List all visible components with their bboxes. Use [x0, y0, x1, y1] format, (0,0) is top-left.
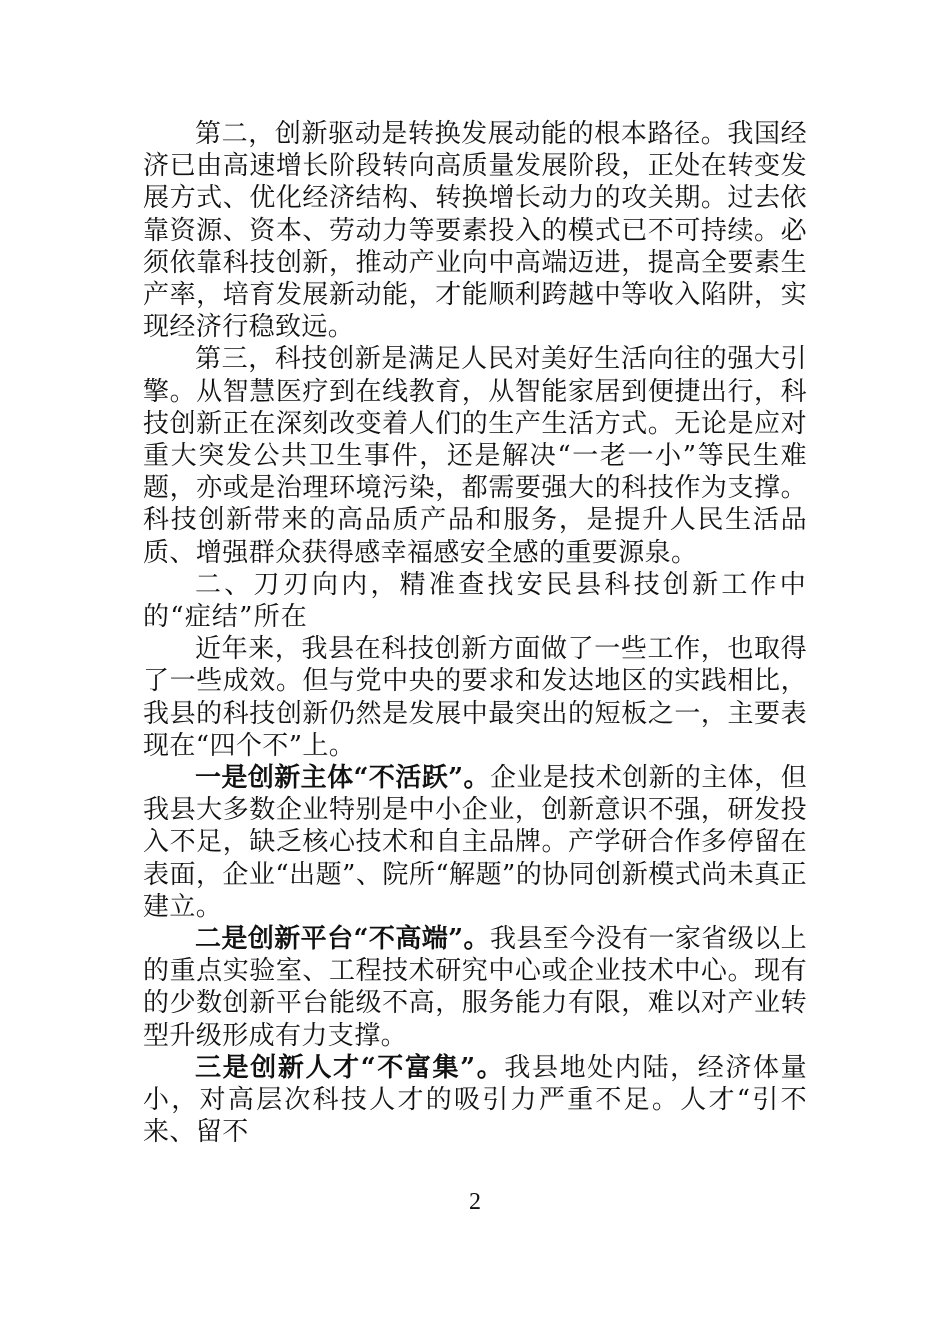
paragraph-innovation-subject — [143, 762, 807, 923]
paragraph-text: 第三，科技创新是满足人民对美好生活向往的强大引擎。从智慧医疗到在线教育，从智能家居到便捷出行，科技创新正在深刻改变着人们的生产生活方式。无论是应对重大突发公共卫生事件，还是解决“一老一小”等民生难题，亦或是治理环境污染，都需要强大的科技作为支撑。科技创新带来的高品质产品和服务，是提升人民生活品质、增强群众获得感幸福感安全感的重要源泉。 — [143, 344, 807, 568]
paragraph-innovation-driven — [143, 118, 807, 343]
document-body — [143, 118, 807, 1149]
paragraph-text: 第二，创新驱动是转换发展动能的根本路径。我国经济已由高速增长阶段转向高质量发展阶段，正处在转变发展方式、优化经济结构、转换增长动力的攻关期。过去依靠资源、资本、劳动力等要素投入的模式已不可持续。必须依靠科技创新，推动产业向中高端迈进，提高全要素生产率，培育发展新动能，才能顺利跨越中等收入陷阱，实现经济行稳致远。 — [143, 119, 807, 343]
paragraph-text: 近年来，我县在科技创新方面做了一些工作，也取得了一些成效。但与党中央的要求和发达地区的实践相比，我县的科技创新仍然是发展中最突出的短板之一，主要表现在“四个不”上。 — [143, 634, 807, 761]
paragraph-lead: 一是创新主体“不活跃”。 — [195, 763, 490, 794]
paragraph-innovation-talent — [143, 1052, 807, 1149]
paragraph-text: 企业是技术创新的主体，但我县大多数企业特别是中小企业，创新意识不强，研发投入不足，缺乏核心技术和自主品牌。产学研合作多停留在表面，企业“出题”、院所“解题”的协同创新模式尚未真正建立。 — [143, 763, 807, 922]
section-heading — [143, 569, 807, 633]
paragraph-better-life — [143, 343, 807, 568]
paragraph-text: 我县地处内陆，经济体量小，对高层次科技人才的吸引力严重不足。人才“引不来、留不 — [143, 1052, 807, 1148]
paragraph-intro-four-nots — [143, 633, 807, 762]
paragraph-lead: 二是创新平台“不高端”。 — [195, 924, 490, 955]
section-heading-text: 二、刀刃向内，精准查找安民县科技创新工作中的“症结”所在 — [143, 569, 807, 633]
page-number: 2 — [469, 1189, 481, 1215]
paragraph-text: 我县至今没有一家省级以上的重点实验室、工程技术研究中心或企业技术中心。现有的少数创新平台能级不高，服务能力有限，难以对产业转型升级形成有力支撑。 — [143, 924, 807, 1051]
paragraph-lead: 三是创新人才“不富集”。 — [195, 1052, 505, 1083]
paragraph-innovation-platform — [143, 923, 807, 1052]
